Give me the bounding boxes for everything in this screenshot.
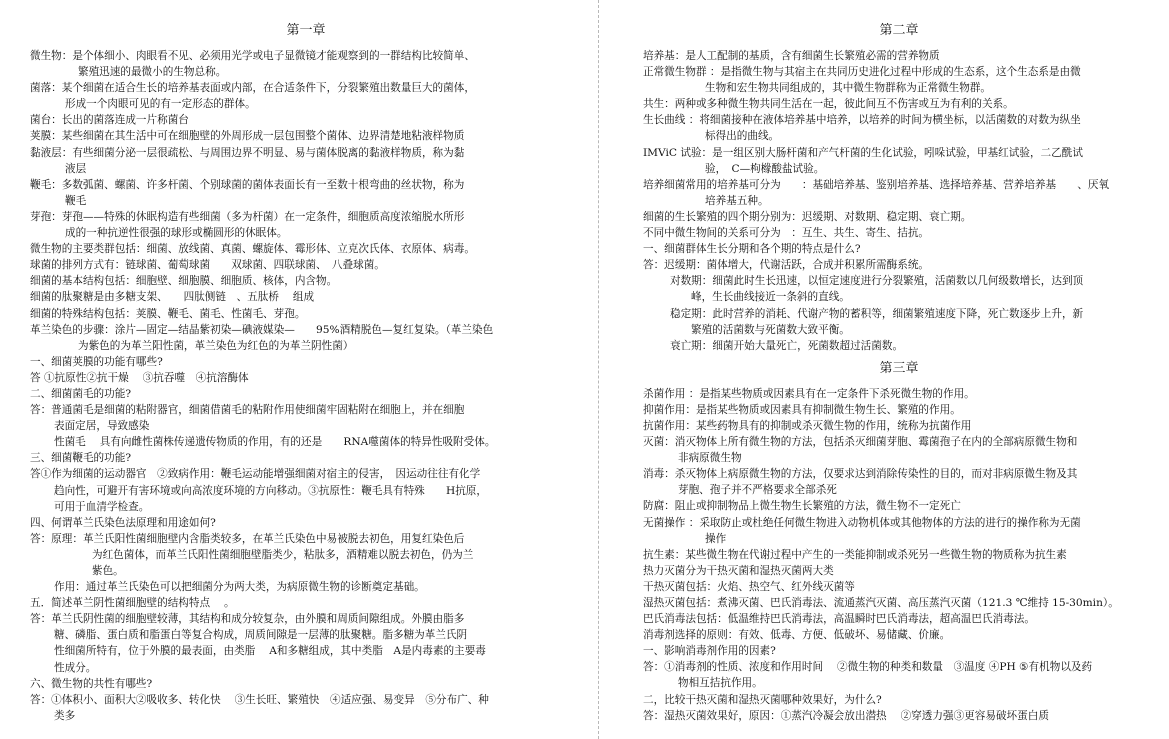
text-line: 表面定居，导致感染 [54, 420, 150, 433]
text-line: 共生：两种或多种微生物共同生活在一起，彼此间互不伤害或互为有利的关系。 [643, 98, 1014, 111]
text-line: 可用于血清学检查。 [54, 500, 150, 513]
text-line: 湿热灭菌包括：煮沸灭菌、巴氏消毒法、流通蒸汽灭菌、高压蒸汽灭菌（121.3 ℃维持 15-30min）。 [643, 597, 1119, 609]
chapter-2-text [643, 48, 1155, 354]
text-line: 衰亡期：细菌开始大量死亡，死菌数超过活菌数。 [670, 339, 904, 352]
text-line: 对数期：细菌此时生长迅速，以恒定速度进行分裂繁殖，活菌数以几何级数增长，达到顶 [670, 275, 1084, 288]
text-line: 非病原微生物 [678, 452, 742, 465]
chapter-1-heading: 第一章 [286, 23, 326, 38]
text-line: 细菌的基本结构包括：细胞壁、细胞膜、细胞质、核体，内含物。 [30, 275, 338, 288]
text-line: 趋向性，可避开有害环境或向高浓度环境的方向移动。③抗原性：鞭毛具有特殊 H抗原， [54, 484, 487, 497]
text-line: 性细菌所特有，位于外膜的最表面，由类脂 A和多糖组成，其中类脂 A是内毒素的主要毒 [54, 645, 486, 658]
text-line: 细菌的特殊结构包括：荚膜、鞭毛、菌毛、性菌毛、芽孢。 [30, 307, 306, 320]
chapter-3-heading: 第三章 [879, 360, 919, 376]
text-line: 答：①体积小、面积大②吸收多、转化快 ③生长旺、繁殖快 ④适应强、易变异 ⑤分布广、种 [30, 693, 489, 706]
text-line: IMViC 试验：是一组区别大肠杆菌和产气杆菌的生化试验，吲哚试验，甲基红试验，二乙酰试 [643, 146, 1083, 159]
text-line: 糖、磷脂、蛋白质和脂蛋白等复合构成，周质间隙是一层薄的肽聚糖。脂多糖为革兰氏阴 [54, 629, 468, 642]
text-line: 一、细菌荚膜的功能有哪些? [30, 355, 163, 368]
text-line: 答：湿热灭菌效果好，原因：①蒸汽冷凝会放出潜热 ②穿透力强③更容易破坏蛋白质 [643, 709, 1049, 722]
text-line: 鞭毛 [65, 194, 87, 207]
left-page [30, 22, 582, 724]
text-line: 答：①消毒剂的性质、浓度和作用时间 ②微生物的种类和数量 ③温度 ④PH ⑤有机物以及药 [643, 661, 1093, 674]
text-line: 微生物：是个体细小、肉眼看不见、必须用光学或电子显微镜才能观察到的一群结构比较简单、 [30, 50, 475, 62]
text-line: 巴氏消毒法包括：低温维持巴氏消毒法，高温瞬时巴氏消毒法，超高温巴氏消毒法。 [643, 613, 1035, 626]
text-line: 革兰染色的步骤：涂片—固定—结晶紫初染—碘液媒染— 95%酒精脱色—复红复染。（革兰染色 [30, 323, 494, 336]
text-line: 答：迟缓期：菌体增大，代谢活跃，合成并积累所需酶系统。 [643, 259, 930, 272]
text-line: 稳定期：此时营养的消耗、代谢产物的蓄积等，细菌繁殖速度下降，死亡数逐步上升，新 [670, 307, 1084, 320]
text-line: 菌台：长出的菌落连成一片称菌台 [30, 114, 189, 127]
text-line: 灭菌：消灭物体上所有微生物的方法，包括杀灭细菌芽胞、霉菌孢子在内的全部病原微生物和 [643, 436, 1078, 449]
text-line: 繁殖的活菌数与死菌数大致平衡。 [691, 323, 850, 336]
text-line: 抑菌作用：是指某些物质或因素具有抑制微生物生长、繁殖的作用。 [643, 403, 961, 416]
chapter-3-text [643, 386, 1155, 724]
text-line: 培养基五种。 [705, 194, 769, 207]
text-line: 微生物的主要类群包括：细菌、放线菌、真菌、螺旋体、霉形体、立克次氏体、衣原体、病毒。 [30, 243, 475, 256]
text-line: 作用：通过革兰氏染色可以把细菌分为两大类，为病原微生物的诊断奠定基础。 [54, 581, 425, 594]
text-line: 热力灭菌分为干热灭菌和湿热灭菌两大类 [643, 564, 834, 577]
chapter-2-heading: 第二章 [879, 23, 919, 38]
text-line: 答：革兰氏阴性菌的细胞壁较薄，其结构和成分较复杂，由外膜和周质间隙组成。外膜由脂多 [30, 613, 465, 626]
text-line: 荚膜：某些细菌在其生活中可在细胞壁的外周形成一层包围整个菌体、边界清楚地粘液样物质 [30, 130, 465, 143]
text-line: 性成分。 [54, 661, 97, 674]
text-line: 紫色。 [92, 565, 124, 577]
text-line: 繁殖迅速的最微小的生物总称。 [78, 66, 227, 79]
text-line: 杀菌作用 ：是指某些物质或因素具有在一定条件下杀死微生物的作用。 [643, 387, 975, 400]
page-divider [598, 0, 599, 739]
text-line: 鞭毛：多数弧菌、螺菌、许多杆菌、个别球菌的菌体表面长有一至数十根弯曲的丝状物，称为 [30, 178, 465, 191]
text-line: 一、细菌群体生长分期和各个期的特点是什么? [643, 243, 861, 256]
text-line: 答①作为细菌的运动器官 ②致病作用：鞭毛运动能增强细菌对宿主的侵害， 因运动往往有化学 [30, 468, 481, 481]
text-line: 形成一个肉眼可见的有一定形态的群体。 [65, 98, 256, 111]
text-line: 标得出的曲线。 [705, 130, 780, 143]
text-line: 生物和宏生物共同组成的，其中微生物群称为正常微生物群。 [705, 82, 992, 95]
text-line: 物相互拮抗作用。 [678, 677, 763, 690]
text-line: 细菌的肽聚糖是由多糖支架、 四肽侧链 、五肽桥 组成 [30, 291, 315, 304]
text-line: 答 ①抗原性②抗干燥 ③抗吞噬 ④抗溶酶体 [30, 371, 249, 384]
text-line: 操作 [705, 532, 727, 545]
text-line: 不同中微生物间的关系可分为 ：互生、共生、寄生、拮抗。 [643, 227, 930, 240]
text-line: 生长曲线 ：将细菌接种在液体培养基中培养，以培养的时间为横坐标，以活菌数的对数为纵坐 [643, 114, 1081, 127]
text-line: 抗生素：某些微生物在代谢过程中产生的一类能抑制或杀死另一些微生物的物质称为抗生素 [643, 548, 1067, 561]
left-page-text [30, 48, 582, 724]
text-line: 菌落：某个细菌在适合生长的培养基表面或内部，在合适条件下，分裂繁殖出数量巨大的菌体， [30, 82, 475, 95]
text-line: 为紫色的为革兰阳性菌，革兰染色为红色的为革兰阴性菌） [78, 339, 354, 352]
text-line: 一、影响消毒剂作用的因素? [643, 645, 776, 658]
text-line: 二，比较干热灭菌和湿热灭菌哪种效果好，为什么? [643, 693, 882, 706]
text-line: 防腐：阻止或抑制物品上微生物生长繁殖的方法，微生物不一定死亡 [643, 500, 961, 513]
text-line: 球菌的排列方式有：链球菌、葡萄球菌 双球菌、四联球菌、 八叠球菌。 [30, 259, 385, 272]
text-line: 三、细菌鞭毛的功能? [30, 452, 132, 465]
text-line: 液层 [65, 162, 87, 175]
text-line: 干热灭菌包括：火焰、热空气、红外线灭菌等 [643, 580, 855, 593]
text-line: 抗菌作用：某些药物具有的抑制或杀灭微生物的作用，统称为抗菌作用 [643, 419, 972, 432]
text-line: 培养基：是人工配制的基质，含有细菌生长繁殖必需的营养物质 [643, 50, 940, 62]
text-line: 无菌操作 ：采取防止或杜绝任何微生物进入动物机体或其他物体的方法的进行的操作称为无菌 [643, 516, 1081, 529]
text-line: 成的一种抗逆性很强的球形或椭圆形的休眠体。 [65, 227, 288, 240]
right-page [643, 22, 1155, 724]
text-line: 培养细菌常用的培养基可分为 ：基础培养基、鉴别培养基、选择培养基、营养培养基 、厌氧 [643, 178, 1110, 191]
text-line: 芽胞、孢子并不严格要求全部杀死 [678, 484, 837, 497]
text-line: 峰，生长曲线接近一条斜的直线。 [691, 291, 850, 304]
text-line: 二、细菌菌毛的功能? [30, 387, 132, 400]
text-line: 性菌毛 具有向雌性菌株传递遗传物质的作用，有的还是 RNA噬菌体的特异性吸附受体。 [54, 436, 496, 449]
text-line: 消毒剂选择的原则：有效、低毒、方便、低破坏、易储藏、价廉。 [643, 629, 951, 642]
text-line: 五．简述革兰阴性菌细胞壁的结构特点 。 [30, 597, 235, 610]
text-line: 为红色菌体，而革兰氏阳性菌细胞壁脂类少，粘肽多，酒精难以脱去初色，仍为兰 [92, 548, 474, 561]
text-line: 芽孢：芽孢——特殊的休眠构造有些细菌（多为杆菌）在一定条件，细胞质高度浓缩脱水所形 [30, 210, 465, 223]
text-line: 正常微生物群 ：是指微生物与其宿主在共同历史进化过程中形成的生态系，这个生态系是由微 [643, 66, 1081, 79]
text-line: 消毒：杀灭物体上病原微生物的方法，仅要求达到消除传染性的目的，而对非病原微生物及其 [643, 468, 1078, 481]
text-line: 答：普通菌毛是细菌的粘附器官，细菌借菌毛的粘附作用使细菌牢固粘附在细胞上，并在细胞 [30, 404, 465, 417]
text-line: 类多 [54, 709, 76, 722]
text-line: 验， C—枸橼酸盐试验。 [705, 162, 825, 175]
text-line: 细菌的生长繁殖的四个期分别为：迟缓期、对数期、稳定期、衰亡期。 [643, 210, 972, 223]
text-line: 四、何谓革兰氏染色法原理和用途如何? [30, 516, 216, 529]
text-line: 答：原理：革兰氏阳性菌细胞壁内含脂类较多，在革兰氏染色中易被脱去初色，用复红染色后 [30, 532, 465, 545]
text-line: 六、微生物的共性有哪些? [30, 677, 153, 690]
text-line: 黏液层：有些细菌分泌一层很疏松、与周围边界不明显、易与菌体脱离的黏液样物质，称为黏 [30, 146, 465, 159]
